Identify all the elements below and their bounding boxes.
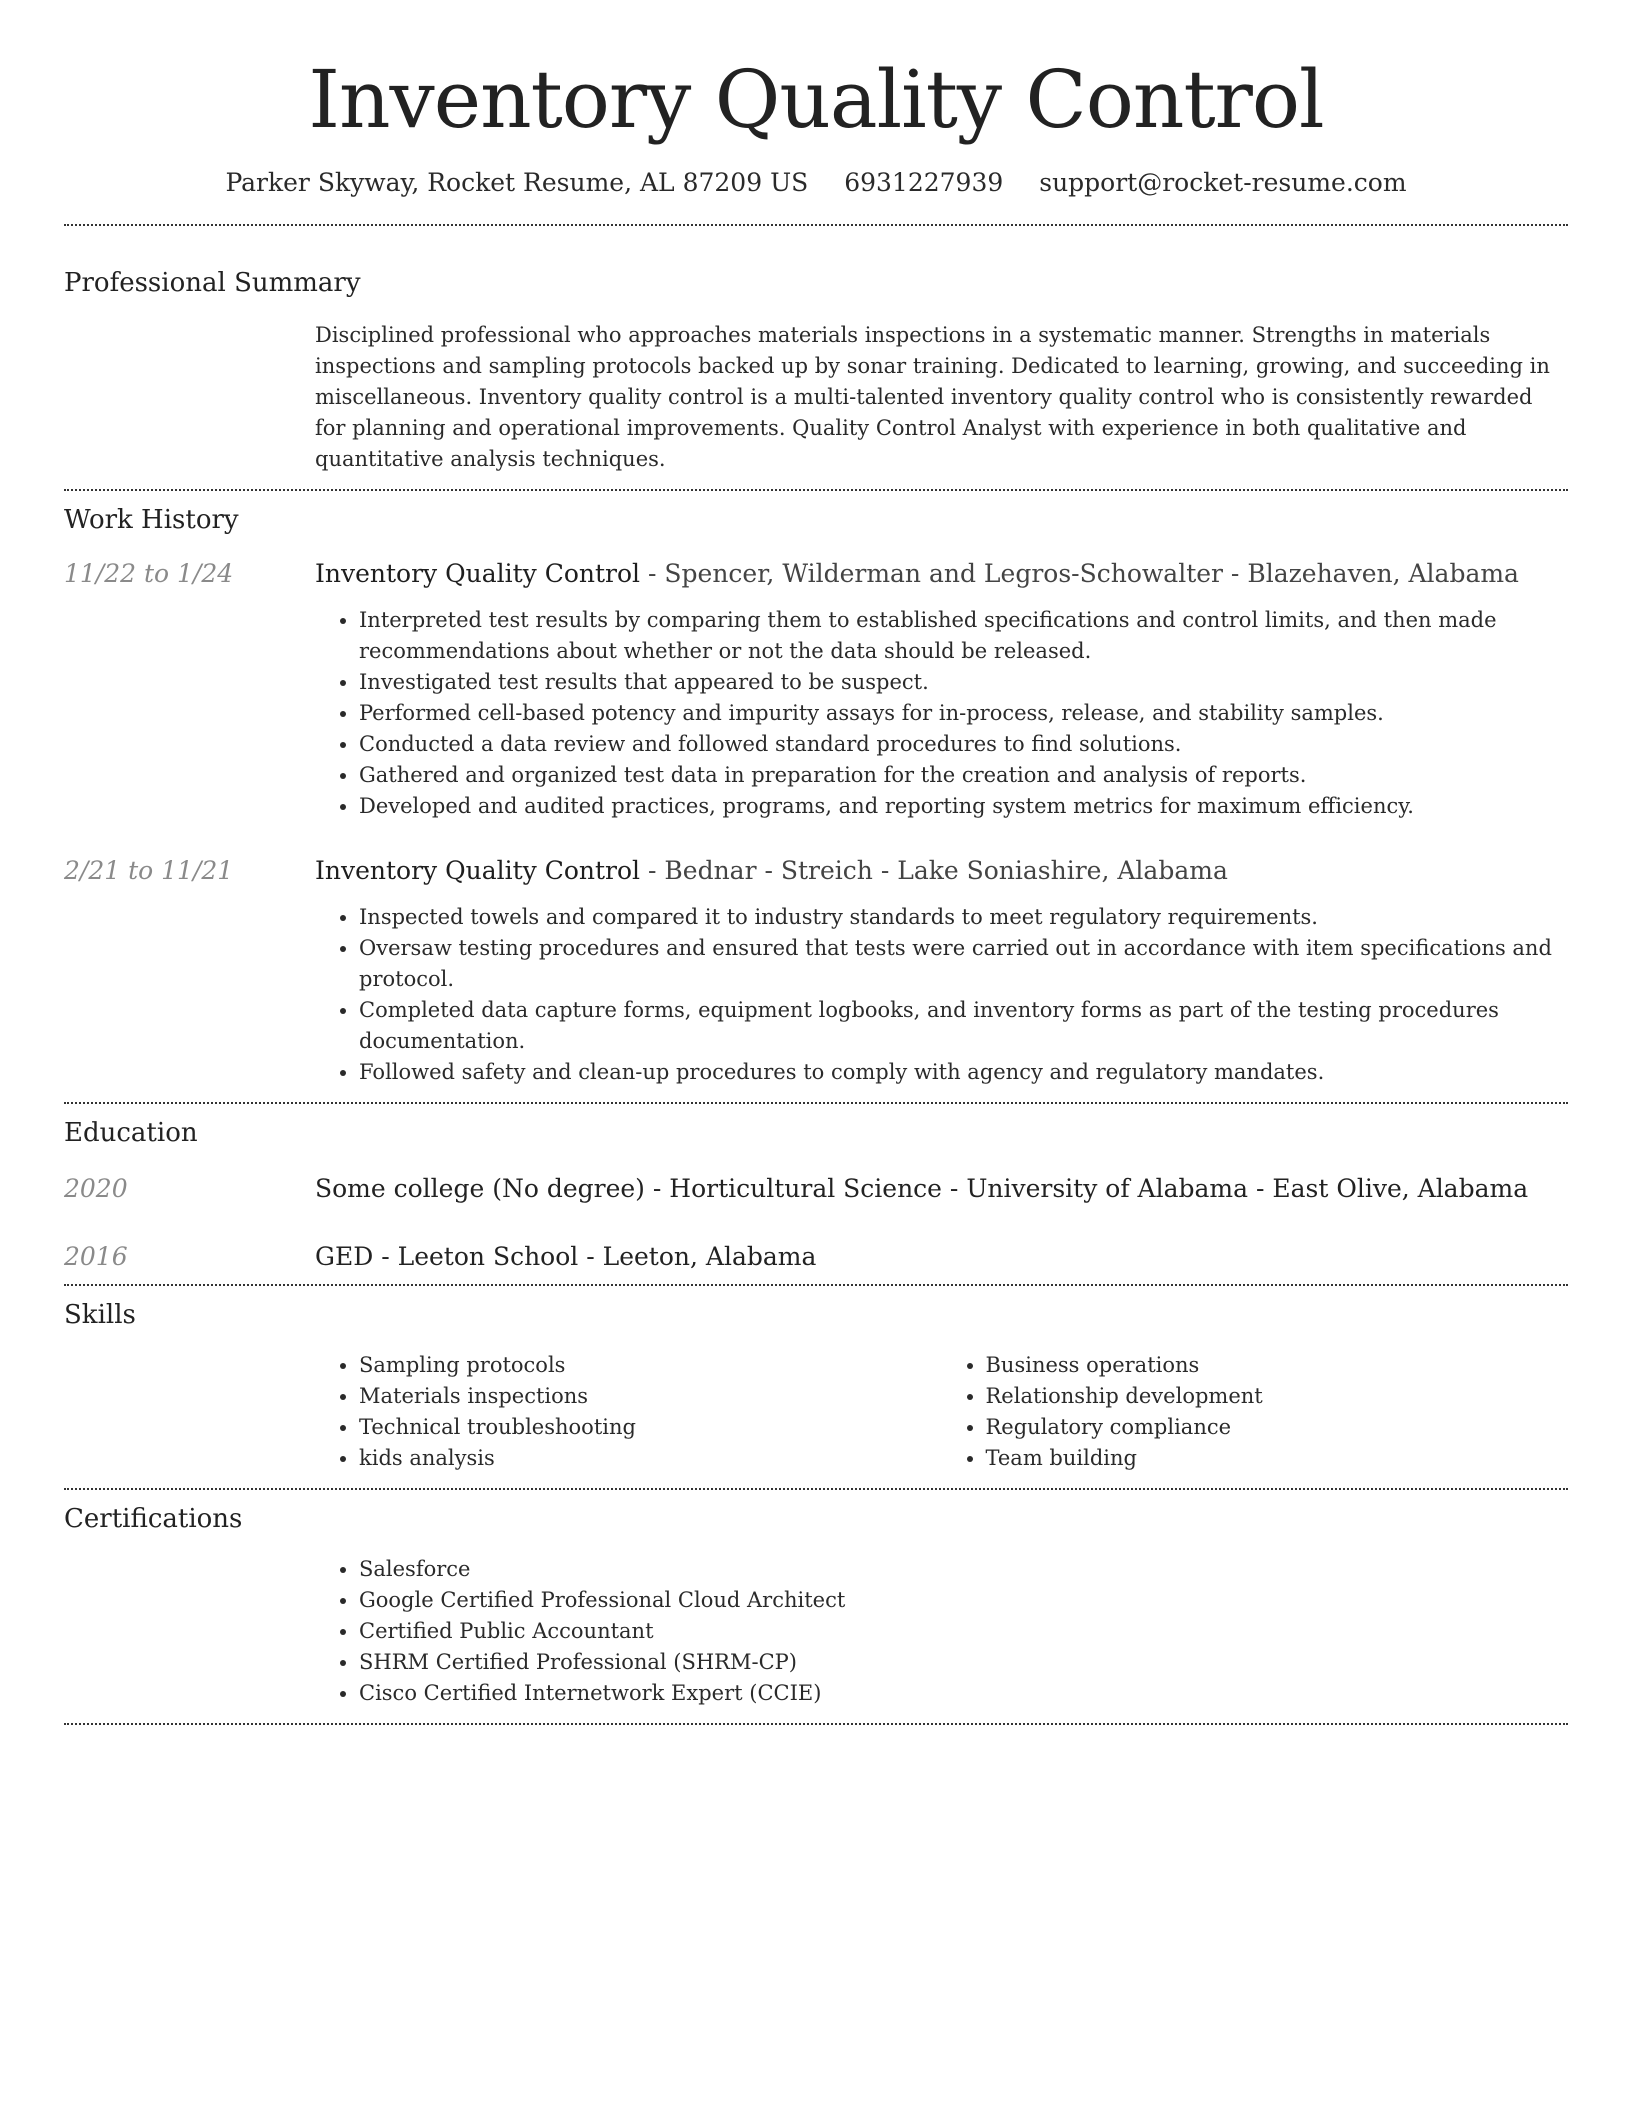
list-item: • Gathered and organized test data in preparation for the creation and analysis of reports. [359,760,1568,791]
skills-columns [315,1350,1568,1474]
job-role: Inventory Quality Control [315,559,641,588]
contact-phone: 6931227939 [844,168,1004,197]
education-year: 2020 [64,1174,128,1203]
list-item: • Developed and audited practices, programs, and reporting system metrics for maximum efficiency. [359,791,1568,822]
certification-item: • Cisco Certified Internetwork Expert (CCIE) [359,1678,1559,1709]
work-history-section [64,503,1568,1088]
skill-item: • Regulatory compliance [986,1412,1569,1443]
skill-item: • Materials inspections [359,1381,942,1412]
list-item: • Oversaw testing procedures and ensured that tests were carried out in accordance with item specifications and protocol. [359,933,1568,995]
skills-list-left [315,1350,942,1474]
certifications-title: Certifications [64,1504,243,1534]
job-heading [315,557,1568,591]
job-employer: - Spencer, Wilderman and Legros-Schowalter - Blazehaven, Alabama [640,559,1519,588]
education-text: Some college (No degree) - Horticultural Science - University of Alabama - East Olive, Alabama [315,1174,1529,1203]
job-main [315,854,1568,1088]
skill-item: • kids analysis [359,1443,942,1474]
certifications-section [64,1502,1568,1709]
divider [64,1488,1568,1490]
certifications-list [315,1554,1559,1709]
divider [64,1723,1568,1725]
summary-section [64,266,1568,475]
certification-item: • SHRM Certified Professional (SHRM-CP) [359,1647,1559,1678]
summary-title: Professional Summary [64,268,361,298]
certification-item: • Salesforce [359,1554,1559,1585]
certification-item: • Google Certified Professional Cloud Architect [359,1585,1559,1616]
education-section [64,1116,1568,1274]
divider [64,489,1568,491]
contact-email: support@rocket-resume.com [1039,168,1407,197]
resume-page [64,0,1568,1725]
skill-item: • Sampling protocols [359,1350,942,1381]
skill-item: • Technical troubleshooting [359,1412,942,1443]
divider [64,224,1568,226]
job-main [315,557,1568,822]
list-item: • Inspected towels and compared it to industry standards to meet regulatory requirements. [359,902,1568,933]
contact-line [64,166,1568,200]
job-bullets [315,605,1568,822]
work-history-title: Work History [64,505,239,535]
divider [64,1284,1568,1286]
list-item: • Performed cell-based potency and impurity assays for in-process, release, and stability samples. [359,698,1568,729]
list-item: • Followed safety and clean-up procedures to comply with agency and regulatory mandates. [359,1057,1568,1088]
education-entry [64,1240,1568,1274]
education-text: GED - Leeton School - Leeton, Alabama [315,1242,817,1271]
education-year: 2016 [64,1242,128,1271]
certification-item: • Certified Public Accountant [359,1616,1559,1647]
job-entry [64,557,1568,822]
list-item: • Interpreted test results by comparing them to established specifications and control limits, and then made recommendations about whether or not the data should be released. [359,605,1568,667]
divider [64,1102,1568,1104]
skills-title: Skills [64,1300,136,1330]
resume-name: Inventory Quality Control [308,53,1324,146]
contact-address: Parker Skyway, Rocket Resume, AL 87209 US [225,168,809,197]
job-entry [64,854,1568,1088]
skill-item: • Business operations [986,1350,1569,1381]
list-item: • Completed data capture forms, equipment logbooks, and inventory forms as part of the testing procedures documentation. [359,995,1568,1057]
summary-text: Disciplined professional who approaches materials inspections in a systematic manner. Strengths in materials inspections and sampling protocols backed up by sonar training. Dedicated to learning, growing, and succeeding in miscellaneous. Inventory quality control is a multi-talented inventory quality control who is consistently rewarded for planning and operational improvements. Quality Control Analyst with experience in both qualitative and quantitative analysis techniques. [315,323,1550,471]
job-role: Inventory Quality Control [315,856,641,885]
skill-item: • Relationship development [986,1381,1569,1412]
education-title: Education [64,1118,198,1148]
job-bullets [315,902,1568,1088]
skills-list-right [942,1350,1569,1474]
job-dates: 11/22 to 1/24 [64,559,234,588]
job-employer: - Bednar - Streich - Lake Soniashire, Alabama [640,856,1228,885]
job-dates: 2/21 to 11/21 [64,856,234,885]
certifications-columns [315,1554,1568,1709]
job-heading [315,854,1568,888]
skills-section [64,1298,1568,1474]
list-item: • Investigated test results that appeared to be suspect. [359,667,1568,698]
skill-item: • Team building [986,1443,1569,1474]
list-item: • Conducted a data review and followed standard procedures to find solutions. [359,729,1568,760]
education-entry [64,1172,1568,1206]
